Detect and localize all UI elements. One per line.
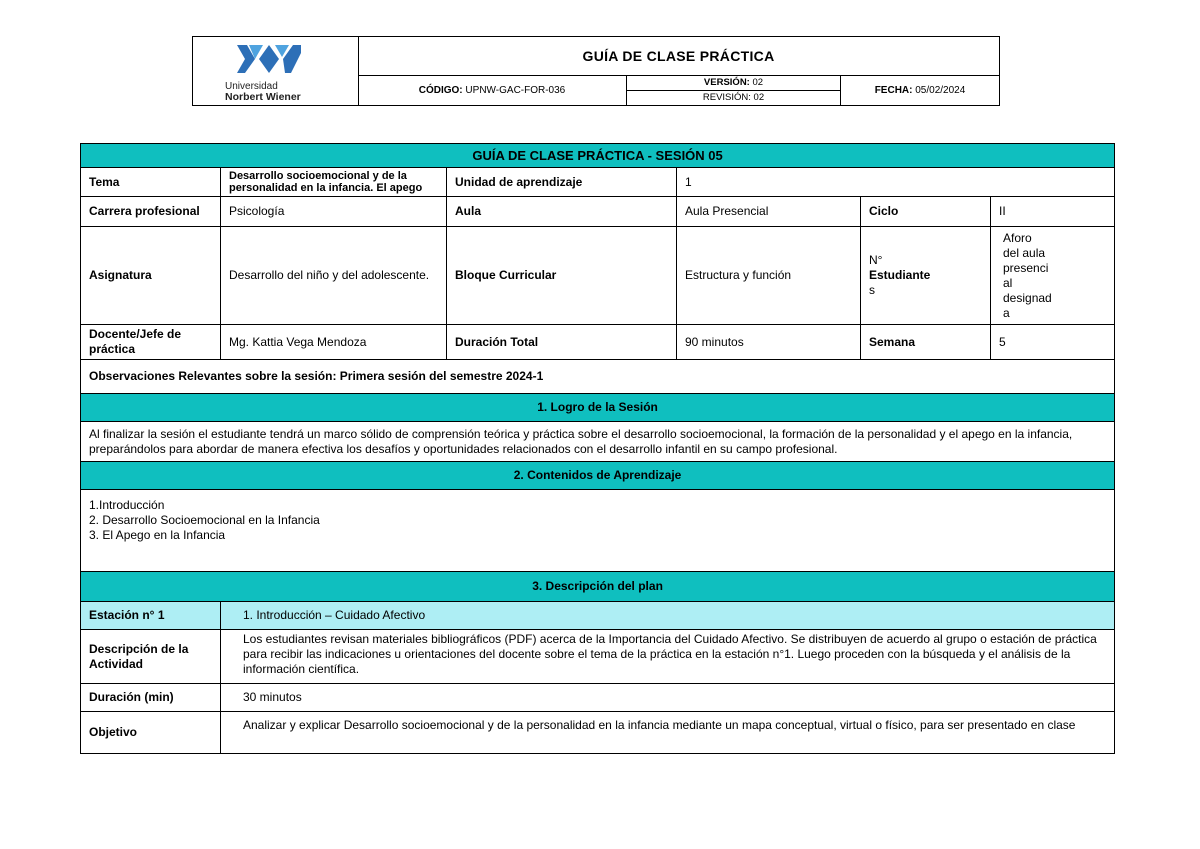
document-date: FECHA: 05/02/2024 xyxy=(874,85,966,96)
contenidos-list xyxy=(81,490,1115,572)
logo-line-1: Universidad xyxy=(225,81,278,92)
list-item: 2. Desarrollo Socioemocional en la Infancia xyxy=(89,513,320,527)
session-title: GUÍA DE CLASE PRÁCTICA - SESIÓN 05 xyxy=(81,144,1115,168)
bloque-value: Estructura y función xyxy=(677,227,861,325)
observaciones: Observaciones Relevantes sobre la sesión: Primera sesión del semestre 2024-1 xyxy=(81,360,1115,394)
duracion-total-value: 90 minutos xyxy=(677,325,861,360)
aula-value: Aula Presencial xyxy=(677,197,861,227)
section-1-title: 1. Logro de la Sesión xyxy=(81,394,1115,422)
estacion-label: Estación n° 1 xyxy=(81,602,221,630)
ciclo-label: Ciclo xyxy=(861,197,991,227)
ciclo-value: II xyxy=(991,197,1115,227)
session-table xyxy=(80,143,1115,754)
descripcion-value: Los estudiantes revisan materiales bibliográficos (PDF) acerca de la Importancia del Cuidado Afectivo. Se distribuyen de acuerdo al grupo o estación de práctica para recibir las indicaciones u orientaciones del docente sobre el tema de la práctica en la estación n°1. Luego proceden con la búsqueda y el análisis de la información científica. xyxy=(221,630,1115,684)
document-version xyxy=(627,76,841,105)
section-3-title: 3. Descripción del plan xyxy=(81,572,1115,602)
estacion-value: 1. Introducción – Cuidado Afectivo xyxy=(221,602,1115,630)
duracion-label: Duración (min) xyxy=(81,684,221,712)
objetivo-value: Analizar y explicar Desarrollo socioemocional y de la personalidad en la infancia mediante un mapa conceptual, virtual o físico, para ser presentado en clase xyxy=(221,712,1115,754)
list-item: 3. El Apego en la Infancia xyxy=(89,528,226,542)
list-item: 1.Introducción xyxy=(89,498,165,512)
duracion-total-label: Duración Total xyxy=(447,325,677,360)
logo-line-2: Norbert Wiener xyxy=(225,91,301,103)
descripcion-label: Descripción de la Actividad xyxy=(81,630,221,684)
logo-mark-icon xyxy=(235,41,305,77)
asignatura-label: Asignatura xyxy=(81,227,221,325)
aula-label: Aula xyxy=(447,197,677,227)
unidad-label: Unidad de aprendizaje xyxy=(447,168,677,197)
aforo-label: Aforo del aula presenci al designad a xyxy=(991,227,1115,325)
document-code: CÓDIGO: UPNW-GAC-FOR-036 xyxy=(358,76,627,105)
docente-label: Docente/Jefe de práctica xyxy=(81,325,221,360)
carrera-label: Carrera profesional xyxy=(81,197,221,227)
tema-value: Desarrollo socioemocional y de la personalidad en la infancia. El apego xyxy=(221,168,447,197)
docente-value: Mg. Kattia Vega Mendoza xyxy=(221,325,447,360)
logro-text: Al finalizar la sesión el estudiante tendrá un marco sólido de comprensión teórica y práctica sobre el desarrollo socioemocional, la formación de la personalidad y el apego en la infancia, preparándolos para abordar de manera efectiva los desafíos y oportunidades relacionados con el desarrollo infantil en su campo profesional. xyxy=(81,422,1115,462)
document-title: GUÍA DE CLASE PRÁCTICA xyxy=(358,37,999,76)
document-header xyxy=(192,36,1000,106)
asignatura-value: Desarrollo del niño y del adolescente. xyxy=(221,227,447,325)
objetivo-label: Objetivo xyxy=(81,712,221,754)
university-logo xyxy=(193,37,359,105)
version: VERSIÓN: 02 xyxy=(627,76,840,91)
estudiantes-label: N° Estudiante s xyxy=(861,227,991,325)
duracion-value: 30 minutos xyxy=(221,684,1115,712)
carrera-value: Psicología xyxy=(221,197,447,227)
section-2-title: 2. Contenidos de Aprendizaje xyxy=(81,462,1115,490)
revision: REVISIÓN: 02 xyxy=(702,92,765,103)
semana-label: Semana xyxy=(861,325,991,360)
tema-label: Tema xyxy=(81,168,221,197)
unidad-value: 1 xyxy=(677,168,1115,197)
bloque-label: Bloque Curricular xyxy=(447,227,677,325)
semana-value: 5 xyxy=(991,325,1115,360)
